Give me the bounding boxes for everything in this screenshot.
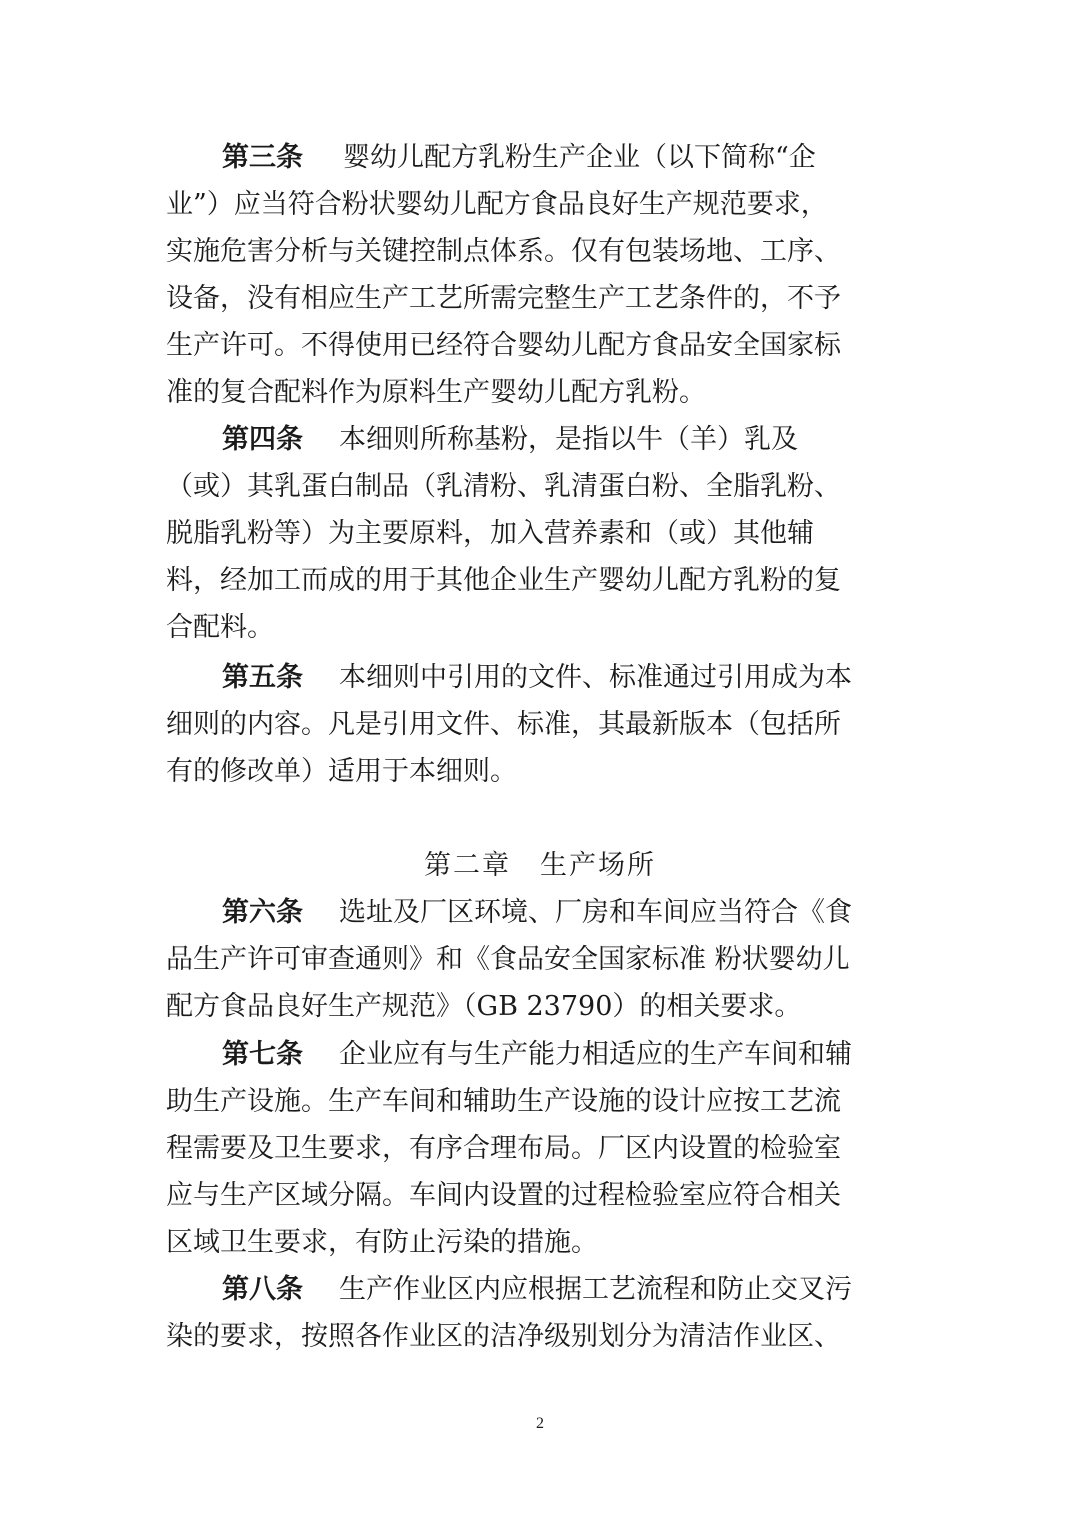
article-text: 有的修改单）适用于本细则。 — [166, 756, 517, 787]
article-number: 第五条 — [222, 662, 303, 693]
article-text: 企业应有与生产能力相适应的生产车间和辅 — [339, 1039, 852, 1070]
article-text: 区域卫生要求，有防止污染的措施。 — [166, 1227, 598, 1258]
article-number: 第六条 — [222, 897, 303, 928]
article-number: 第七条 — [222, 1039, 303, 1070]
article-text: 程需要及卫生要求，有序合理布局。厂区内设置的检验室 — [166, 1133, 841, 1164]
article-3-first-line — [222, 134, 816, 181]
article-text: 业”）应当符合粉状婴幼儿配方食品良好生产规范要求， — [166, 189, 828, 220]
article-text: 选址及厂区环境、厂房和车间应当符合《食 — [339, 897, 852, 928]
article-text: 生产作业区内应根据工艺流程和防止交叉污 — [339, 1274, 852, 1305]
article-number: 第四条 — [222, 424, 303, 455]
article-text: （或）其乳蛋白制品（乳清粉、乳清蛋白粉、全脂乳粉、 — [166, 471, 841, 502]
article-6-first-line — [222, 889, 852, 936]
article-text: 料，经加工而成的用于其他企业生产婴幼儿配方乳粉的复 — [166, 565, 841, 596]
article-text: 生产许可。不得使用已经符合婴幼儿配方食品安全国家标 — [166, 330, 841, 361]
article-text: 脱脂乳粉等）为主要原料，加入营养素和（或）其他辅 — [166, 518, 814, 549]
article-text: 本细则所称基粉，是指以牛（羊）乳及 — [339, 424, 798, 455]
article-text: 本细则中引用的文件、标准通过引用成为本 — [339, 662, 852, 693]
article-text: 合配料。 — [166, 612, 274, 643]
article-4-first-line — [222, 416, 798, 463]
article-text: 设备，没有相应生产工艺所需完整生产工艺条件的，不予 — [166, 283, 841, 314]
article-text: 助生产设施。生产车间和辅助生产设施的设计应按工艺流 — [166, 1086, 841, 1117]
article-number: 第八条 — [222, 1274, 303, 1305]
article-text: 品生产许可审查通则》和《食品安全国家标准 粉状婴幼儿 — [166, 944, 850, 975]
article-8-first-line — [222, 1266, 852, 1313]
article-text: 应与生产区域分隔。车间内设置的过程检验室应符合相关 — [166, 1180, 841, 1211]
article-text: 准的复合配料作为原料生产婴幼儿配方乳粉。 — [166, 377, 706, 408]
article-7-first-line — [222, 1031, 852, 1078]
article-text: 配方食品良好生产规范》（GB 23790）的相关要求。 — [166, 991, 802, 1022]
article-text: 实施危害分析与关键控制点体系。仅有包装场地、工序、 — [166, 236, 841, 267]
article-text: 婴幼儿配方乳粉生产企业（以下简称“企 — [343, 142, 816, 173]
article-5-first-line — [222, 654, 852, 701]
page-number: 2 — [536, 1415, 544, 1432]
article-text: 染的要求，按照各作业区的洁净级别划分为清洁作业区、 — [166, 1321, 841, 1352]
chapter-heading: 第二章 生产场所 — [424, 850, 656, 881]
article-text: 细则的内容。凡是引用文件、标准，其最新版本（包括所 — [166, 709, 841, 740]
article-number: 第三条 — [222, 142, 303, 173]
